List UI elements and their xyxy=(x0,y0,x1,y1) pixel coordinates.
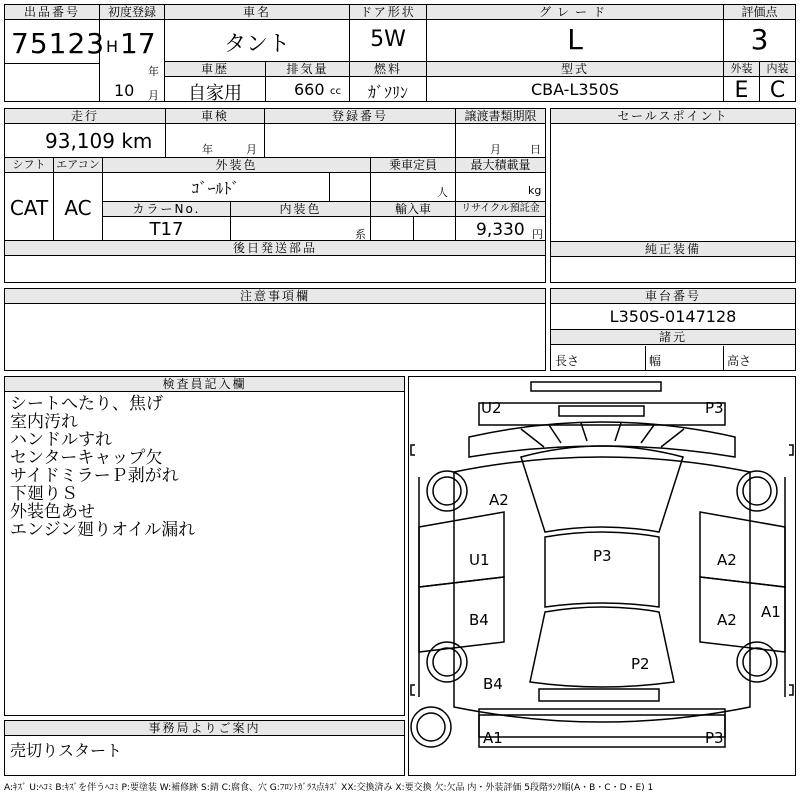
chassis-box xyxy=(550,288,796,371)
inspector-note: 外装色あせ xyxy=(10,502,95,522)
sales-point-label: セールスポイント xyxy=(551,109,795,124)
inspector-note: センターキャップ欠 xyxy=(10,448,163,468)
displacement-value: 660 xyxy=(294,80,325,99)
inspection-label: 車検 xyxy=(166,109,264,124)
interior-color-label: 内装色 xyxy=(231,202,370,217)
car-name-box xyxy=(164,4,350,62)
shift-value: CAT xyxy=(9,196,49,220)
door-box xyxy=(349,4,427,62)
grade-box xyxy=(426,4,724,62)
door-label: ドア形状 xyxy=(350,5,426,20)
door-value: 5W xyxy=(370,27,406,52)
capacity-label: 乗車定員 xyxy=(371,158,455,173)
history-box xyxy=(164,61,266,102)
history-label: 車歴 xyxy=(165,62,265,77)
recycle-unit: 円 xyxy=(532,228,543,241)
office-label: 事務局よりご案内 xyxy=(5,721,404,736)
recycle-value: 9,330 xyxy=(476,220,525,240)
car-name-label: 車名 xyxy=(165,5,349,20)
later-parts-box xyxy=(4,240,546,283)
model-label: 型式 xyxy=(427,62,723,77)
car-diagram-box xyxy=(408,376,796,776)
width-label: 幅 xyxy=(649,354,662,368)
interior-color-box xyxy=(230,201,371,241)
inspection-box xyxy=(165,108,265,158)
length-label: 長さ xyxy=(555,354,580,368)
transfer-label: 譲渡書類期限 xyxy=(456,109,545,124)
notes-label: 注意事項欄 xyxy=(5,289,545,304)
mark-u1: U1 xyxy=(469,551,490,569)
inspector-notes xyxy=(10,395,195,539)
office-text: 売切りスタート xyxy=(10,741,123,760)
mark-p3-bottom: P3 xyxy=(705,729,724,747)
displacement-label: 排気量 xyxy=(266,62,349,77)
grade-value: L xyxy=(567,23,583,56)
inspector-note: 室内汚れ xyxy=(10,412,78,432)
color-no-value: T17 xyxy=(149,219,184,240)
color-label: 外装色 xyxy=(103,158,370,173)
load-box xyxy=(455,157,546,202)
interior-label: 内装 xyxy=(760,62,795,77)
model-value: CBA-L350S xyxy=(530,80,620,99)
notes-box xyxy=(4,288,546,371)
inspector-note: 下廻りＳ xyxy=(10,484,78,504)
genuine-box xyxy=(550,241,796,283)
exterior-value: E xyxy=(734,78,749,103)
displacement-unit: cc xyxy=(330,86,341,97)
reg-number-label: 登録番号 xyxy=(265,109,455,124)
first-reg-label: 初度登録 xyxy=(100,5,164,20)
grade-label: グレード xyxy=(427,5,723,20)
inspector-note: サイドミラーＰ剥がれ xyxy=(10,466,179,486)
height-label: 高さ xyxy=(727,354,752,368)
interior-box xyxy=(759,61,796,102)
later-parts-label: 後日発送部品 xyxy=(5,241,545,256)
score-label: 評価点 xyxy=(724,5,795,20)
car-diagram xyxy=(409,377,795,775)
mark-p3-top: P3 xyxy=(705,399,724,417)
shift-label: シフト xyxy=(5,158,53,173)
first-reg-box xyxy=(99,4,165,102)
history-value: 自家用 xyxy=(188,83,242,104)
reg-month: 10 xyxy=(114,81,135,100)
interior-value: C xyxy=(769,78,786,103)
capacity-unit: 人 xyxy=(437,186,448,199)
fuel-label: 燃料 xyxy=(350,62,426,77)
reg-number-box xyxy=(264,108,456,158)
mark-b4-left: B4 xyxy=(469,611,489,629)
mileage-label: 走行 xyxy=(5,109,165,124)
inspector-note: シートへたり、焦げ xyxy=(10,394,163,414)
mark-p3-center: P3 xyxy=(593,547,612,565)
load-label: 最大積載量 xyxy=(456,158,545,173)
inspection-month-unit: 月 xyxy=(246,143,257,156)
month-unit: 月 xyxy=(148,89,159,102)
score-value: 3 xyxy=(750,23,769,56)
mileage-value: 93,109 km xyxy=(45,129,153,153)
mark-b4-bottom: B4 xyxy=(483,675,503,693)
ac-box xyxy=(53,157,103,241)
car-name: タント xyxy=(223,32,290,57)
mark-a2-right2: A2 xyxy=(717,611,737,629)
score-box xyxy=(723,4,796,62)
lot-label: 出品番号 xyxy=(5,5,99,20)
exterior-box xyxy=(723,61,760,102)
legend-text: A:ｷｽﾞ U:ﾍｺﾐ B:ｷｽﾞを伴うﾍｺﾐ P:要塗装 W:補修跡 S:錆 C:腐食、穴 G:ﾌﾛﾝﾄｶﾞﾗｽ点ｷｽﾞ XX:交換済み X:要交換 欠:欠品 内・外装評価 5段階ﾗﾝｸ順(A・B・C・D・E) 1 xyxy=(4,783,654,793)
displacement-box xyxy=(265,61,350,102)
mark-u2: U2 xyxy=(481,399,502,417)
fuel-box xyxy=(349,61,427,102)
inspector-note: エンジン廻りオイル漏れ xyxy=(10,520,196,540)
year-unit: 年 xyxy=(148,65,159,78)
mark-a1-bottom: A1 xyxy=(483,729,503,747)
recycle-box xyxy=(455,201,546,241)
era: H xyxy=(106,37,119,56)
import-label: 輸入車 xyxy=(371,202,455,217)
inspection-year-unit: 年 xyxy=(202,143,213,156)
office-box xyxy=(4,720,405,776)
inspector-label: 検査員記入欄 xyxy=(5,377,404,392)
genuine-label: 純正装備 xyxy=(551,242,795,257)
mark-p2: P2 xyxy=(631,655,650,673)
color-no-box xyxy=(102,201,231,241)
import-box xyxy=(370,201,456,241)
load-unit: kg xyxy=(528,184,542,197)
mark-a2-right1: A2 xyxy=(717,551,737,569)
chassis-label: 車台番号 xyxy=(551,289,795,304)
color-box xyxy=(102,157,371,202)
recycle-label: リサイクル預託金 xyxy=(456,202,545,217)
mileage-box xyxy=(4,108,166,158)
transfer-day-unit: 日 xyxy=(530,143,541,156)
model-box xyxy=(426,61,724,102)
mark-a1-right: A1 xyxy=(761,603,781,621)
shift-box xyxy=(4,157,54,241)
spec-label: 諸元 xyxy=(658,330,687,344)
chassis-value: L350S-0147128 xyxy=(609,307,737,326)
ac-value: AC xyxy=(64,196,92,220)
transfer-box xyxy=(455,108,546,158)
exterior-label: 外装 xyxy=(724,62,759,77)
lot-number: 75123 xyxy=(11,27,106,60)
sales-point-box xyxy=(550,108,796,242)
ac-label: エアコン xyxy=(54,158,102,173)
transfer-month-unit: 月 xyxy=(490,143,501,156)
fuel-value: ｶﾞｿﾘﾝ xyxy=(367,83,408,102)
color-value: ｺﾞｰﾙﾄﾞ xyxy=(191,179,240,198)
capacity-box xyxy=(370,157,456,202)
mark-a2-left: A2 xyxy=(489,491,509,509)
inspector-note: ハンドルすれ xyxy=(10,430,112,450)
lot-box xyxy=(4,4,106,102)
reg-year: 17 xyxy=(120,27,156,60)
color-no-label: カラーNo. xyxy=(103,202,230,217)
interior-color-unit: 系 xyxy=(355,228,366,241)
